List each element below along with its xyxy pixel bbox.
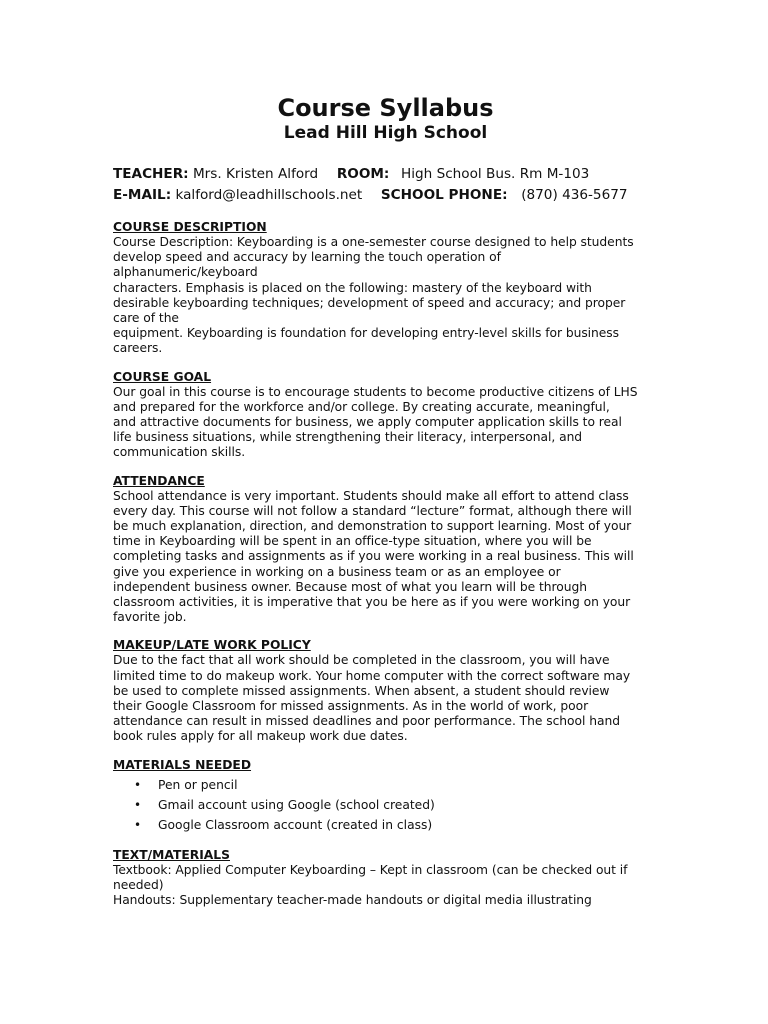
course-goal-text: Our goal in this course is to encourage students to become productive citizens of LHS and prepared for the workforce and/or college. By creating accurate, meaningful, and attractive documents for business, we apply computer application skills to real life business situations, while strengthening their literacy, interpersonal, and communication skills. [113, 384, 638, 460]
teacher-name: Mrs. Kristen Alford [192, 166, 319, 182]
course-goal-section [113, 370, 658, 461]
email-label: E-MAIL: [113, 187, 172, 203]
text-materials-text: Textbook: Applied Computer Keyboarding – Kept in classroom (can be checked out if needed) Handouts: Supplementary teacher-made handouts or digital media illustrating [113, 862, 628, 908]
list-item [113, 815, 658, 835]
attendance-text: School attendance is very important. Students should make all effort to attend class every day. This course will not follow a standard “lecture” format, although there will be much explanation, direction, and demonstration to support learning. Most of your time in Keyboarding will be spent in an office-type situation, where you will be completing tasks and assignments as if you were working in a real business. This will give you experience in working on a business team or as an employee or independent business owner. Because most of what you learn will be through classroom activities, it is imperative that you be here as if you were working on your favorite job. [113, 488, 634, 625]
attendance-heading: ATTENDANCE [113, 473, 205, 488]
school-name: Lead Hill High School [283, 123, 488, 143]
makeup-policy-text: Due to the fact that all work should be completed in the classroom, you will have limited time to do makeup work. Your home computer with the correct software may be used to complete missed assignments. When absent, a student should review their Google Classroom for missed assignments. As in the world of work, poor attendance can result in missed deadlines and poor performance. The school hand book rules apply for all makeup work due dates. [113, 653, 631, 744]
email-phone-line [113, 185, 658, 206]
course-description-section [113, 220, 658, 357]
attendance-section [113, 474, 658, 626]
phone-value: (870) 436-5677 [521, 187, 628, 203]
course-description-text: Course Description: Keyboarding is a one-semester course designed to help students develop speed and accuracy by learning the touch operation of alphanumeric/keyboard characters. Emphasis is placed on the following: mastery of the keyboard with desirable keyboarding techniques; development of speed and accuracy; and proper care of the equipment. Keyboarding is foundation for developing entry-level skills for business careers. [113, 235, 634, 356]
email-address: kalford@leadhillschools.net [175, 187, 363, 203]
list-item-text: Pen or pencil [158, 777, 238, 792]
list-item-text: Google Classroom account (created in class) [158, 817, 433, 832]
materials-heading: MATERIALS NEEDED [113, 757, 252, 772]
materials-section [113, 758, 658, 835]
list-item [113, 775, 658, 795]
materials-list [113, 775, 658, 835]
text-materials-heading: TEXT/MATERIALS [113, 847, 230, 862]
course-description-heading: COURSE DESCRIPTION [113, 220, 267, 234]
teacher-room-line [113, 164, 658, 185]
makeup-policy-section [113, 638, 658, 744]
document-title: Course Syllabus [277, 94, 494, 122]
bullet-icon: • [134, 817, 142, 832]
syllabus-page [113, 94, 658, 908]
list-item-text: Gmail account using Google (school created) [158, 797, 435, 812]
course-goal-heading: COURSE GOAL [113, 369, 212, 384]
room-label: ROOM: [336, 166, 390, 182]
teacher-label: TEACHER: [113, 166, 189, 182]
phone-label: SCHOOL PHONE: [380, 187, 508, 203]
text-materials-section [113, 848, 658, 909]
bullet-icon: • [134, 797, 142, 812]
bullet-icon: • [134, 777, 142, 792]
makeup-policy-heading: MAKEUP/LATE WORK POLICY [113, 638, 311, 653]
room-value: High School Bus. Rm M-103 [401, 166, 590, 182]
list-item [113, 795, 658, 815]
